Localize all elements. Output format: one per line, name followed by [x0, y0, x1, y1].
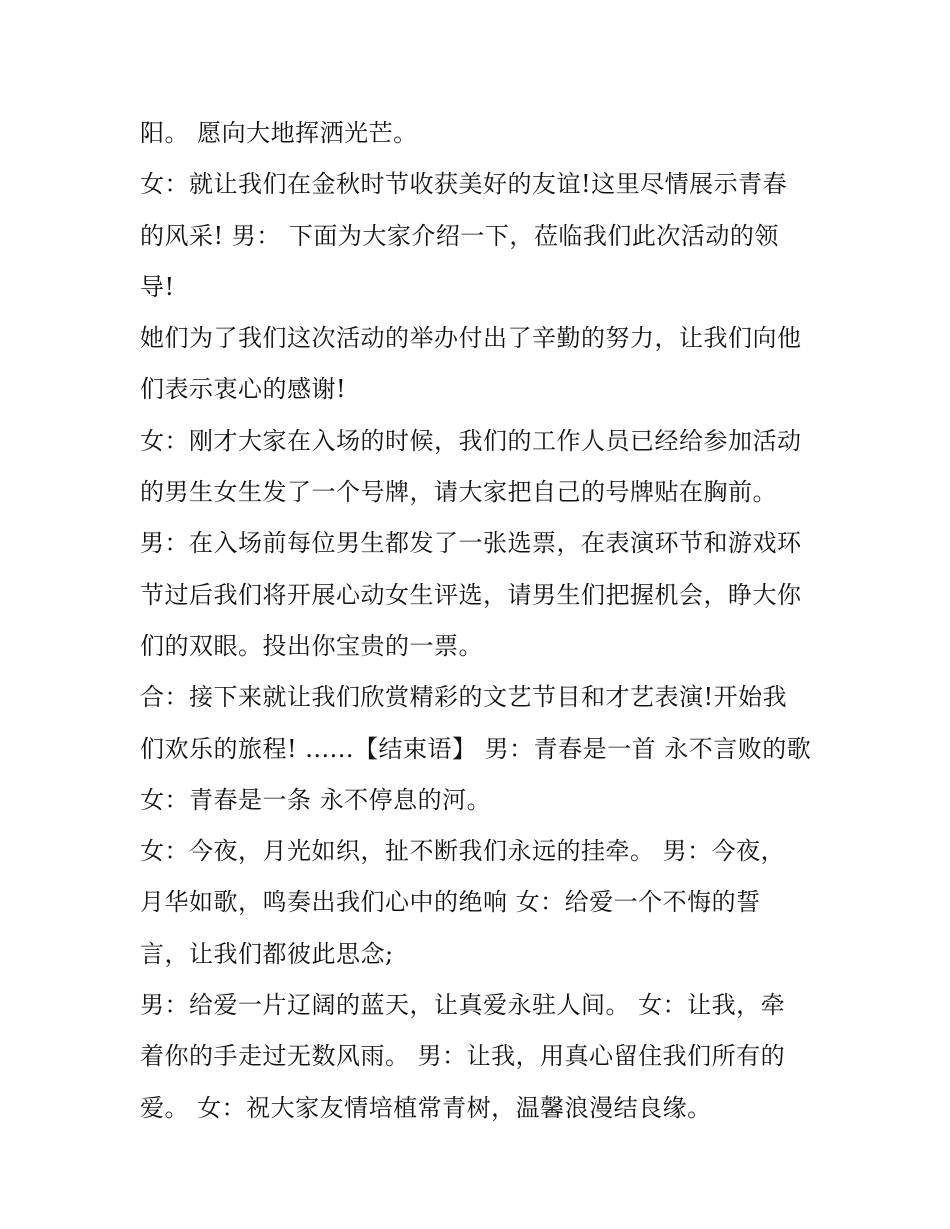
text-line: 男：给爱一片辽阔的蓝天，让真爱永驻人间。 女：让我，牵 [140, 991, 786, 1020]
text-line: 节过后我们将开展心动女生评选，请男生们把握机会，睁大你 [140, 580, 802, 609]
text-line: 着你的手走过无数风雨。 男：让我，用真心留住我们所有的 [140, 1042, 786, 1071]
text-line: 男：在入场前每位男生都发了一张选票，在表演环节和游戏环 [140, 529, 802, 558]
text-line: 女：青春是一条 永不停息的河。 [140, 785, 492, 814]
document-body [140, 108, 830, 1134]
text-line: 女：就让我们在金秋时节收获美好的友谊!这里尽情展示青春 [140, 170, 788, 199]
text-line: 阳。 愿向大地挥洒光芒。 [140, 119, 418, 147]
text-line: 女：刚才大家在入场的时候，我们的工作人员已经给参加活动 [140, 426, 802, 455]
text-line: 言，让我们都彼此思念; [140, 939, 394, 968]
text-line: 的风采! 男： 下面为大家介绍一下，莅临我们此次活动的领 [140, 221, 779, 250]
text-line: 合：接下来就让我们欣赏精彩的文艺节目和才艺表演!开始我 [140, 683, 788, 712]
text-line: 她们为了我们这次活动的举办付出了辛勤的努力，让我们向他 [140, 324, 802, 353]
text-line: 导! [140, 272, 175, 301]
text-line: 们的双眼。投出你宝贵的一票。 [140, 631, 483, 660]
text-line: 们表示衷心的感谢! [140, 375, 347, 404]
text-line: 们欢乐的旅程! ......【结束语】 男：青春是一首 永不言败的歌 [140, 734, 812, 763]
text-line: 的男生女生发了一个号牌，请大家把自己的号牌贴在胸前。 [140, 478, 777, 507]
text-line: 女：今夜，月光如织，扯不断我们永远的挂牵。 男：今夜， [140, 837, 786, 866]
text-line: 月华如歌，鸣奏出我们心中的绝响 女：给爱一个不悔的誓 [140, 888, 761, 917]
text-line: 爱。 女：祝大家友情培植常青树，温馨浪漫结良缘。 [140, 1093, 712, 1122]
